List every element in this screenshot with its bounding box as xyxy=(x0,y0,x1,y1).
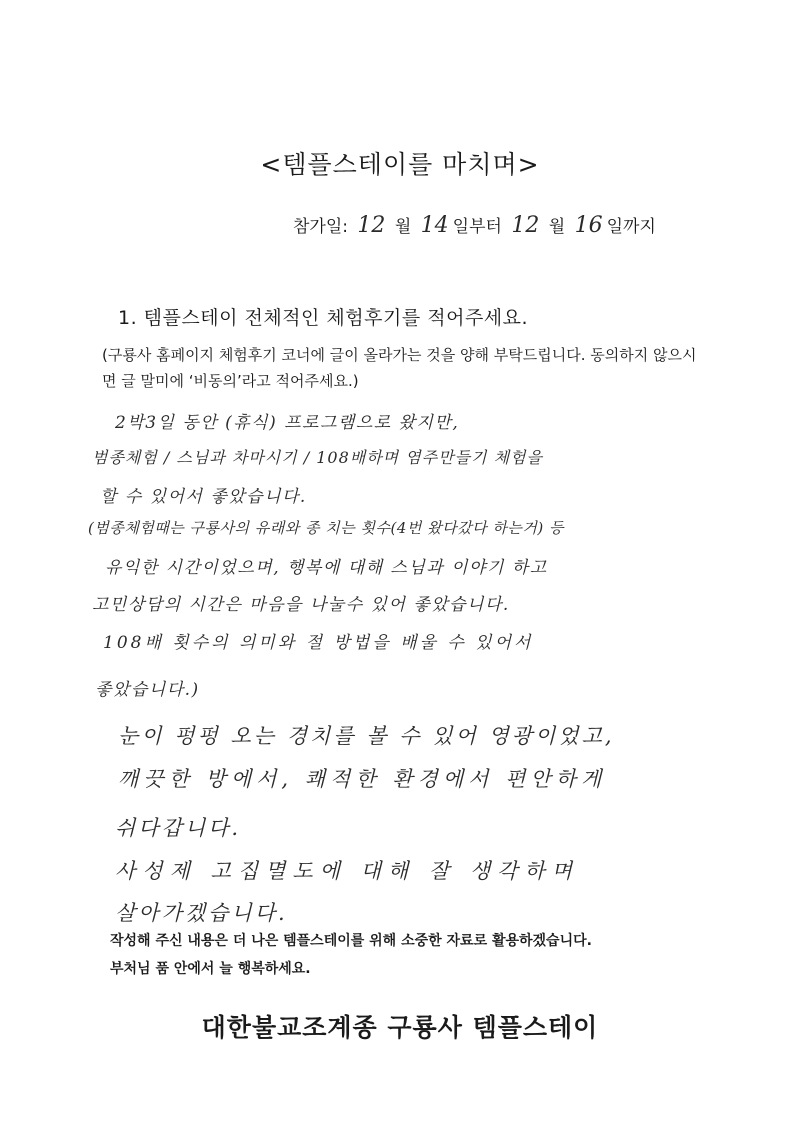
participation-dates xyxy=(293,212,656,238)
question-1-note: (구룡사 홈페이지 체험후기 코너에 글이 올라가는 것을 양해 부탁드립니다. 동의하지 않으시면 글 말미에 ‘비동의’라고 적어주세요.) xyxy=(102,346,697,390)
handwritten-line: 유익한 시간이었으며, 행복에 대해 스님과 이야기 하고 xyxy=(105,558,548,578)
handwritten-line: 좋았습니다.) xyxy=(95,680,200,700)
handwritten-line: (범종체험때는 구룡사의 유래와 종 치는 횟수(4번 왔다갔다 하는거) 등 xyxy=(88,519,564,537)
start-month: 12 xyxy=(357,213,386,238)
footer-message-2: 부처님 품 안에서 늘 행복하세요. xyxy=(110,961,311,977)
from-text: 일부터 xyxy=(452,217,502,237)
question-1: 1. 템플스테이 전체적인 체험후기를 적어주세요. xyxy=(118,307,529,329)
handwritten-line: 할 수 있어서 좋았습니다. xyxy=(100,487,307,507)
end-month: 12 xyxy=(511,213,540,238)
handwritten-line: 눈이 펑펑 오는 경치를 볼 수 있어 영광이었고, xyxy=(118,724,615,748)
participation-label: 참가일: xyxy=(293,217,348,237)
handwritten-line: 살아가겠습니다. xyxy=(115,901,288,925)
footer-message-1: 작성해 주신 내용은 더 나은 템플스테이를 위해 소중한 자료로 활용하겠습니다. xyxy=(110,933,592,949)
handwritten-line: 깨끗한 방에서, 쾌적한 환경에서 편안하게 xyxy=(118,767,607,791)
end-day: 16 xyxy=(574,213,603,238)
month-unit-2: 월 xyxy=(548,217,566,237)
handwritten-line: 사성제 고집멸도에 대해 잘 생각하며 xyxy=(115,859,579,883)
form-title: <템플스테이를 마치며> xyxy=(260,150,540,179)
month-unit-1: 월 xyxy=(394,217,412,237)
until-text: 일까지 xyxy=(606,217,656,237)
start-day: 14 xyxy=(420,213,449,238)
handwritten-line: 쉬다갑니다. xyxy=(115,816,242,840)
organization-name: 대한불교조계종 구룡사 템플스테이 xyxy=(201,1013,599,1042)
handwritten-line: 범종체험 / 스님과 차마시기 / 108배하며 염주만들기 체험을 xyxy=(92,448,543,467)
handwritten-line: 108배 횟수의 의미와 절 방법을 배울 수 있어서 xyxy=(103,633,534,653)
handwritten-line: 고민상담의 시간은 마음을 나눌수 있어 좋았습니다. xyxy=(92,595,510,615)
handwritten-line: 2박3일 동안 (휴식) 프로그램으로 왔지만, xyxy=(115,413,460,433)
